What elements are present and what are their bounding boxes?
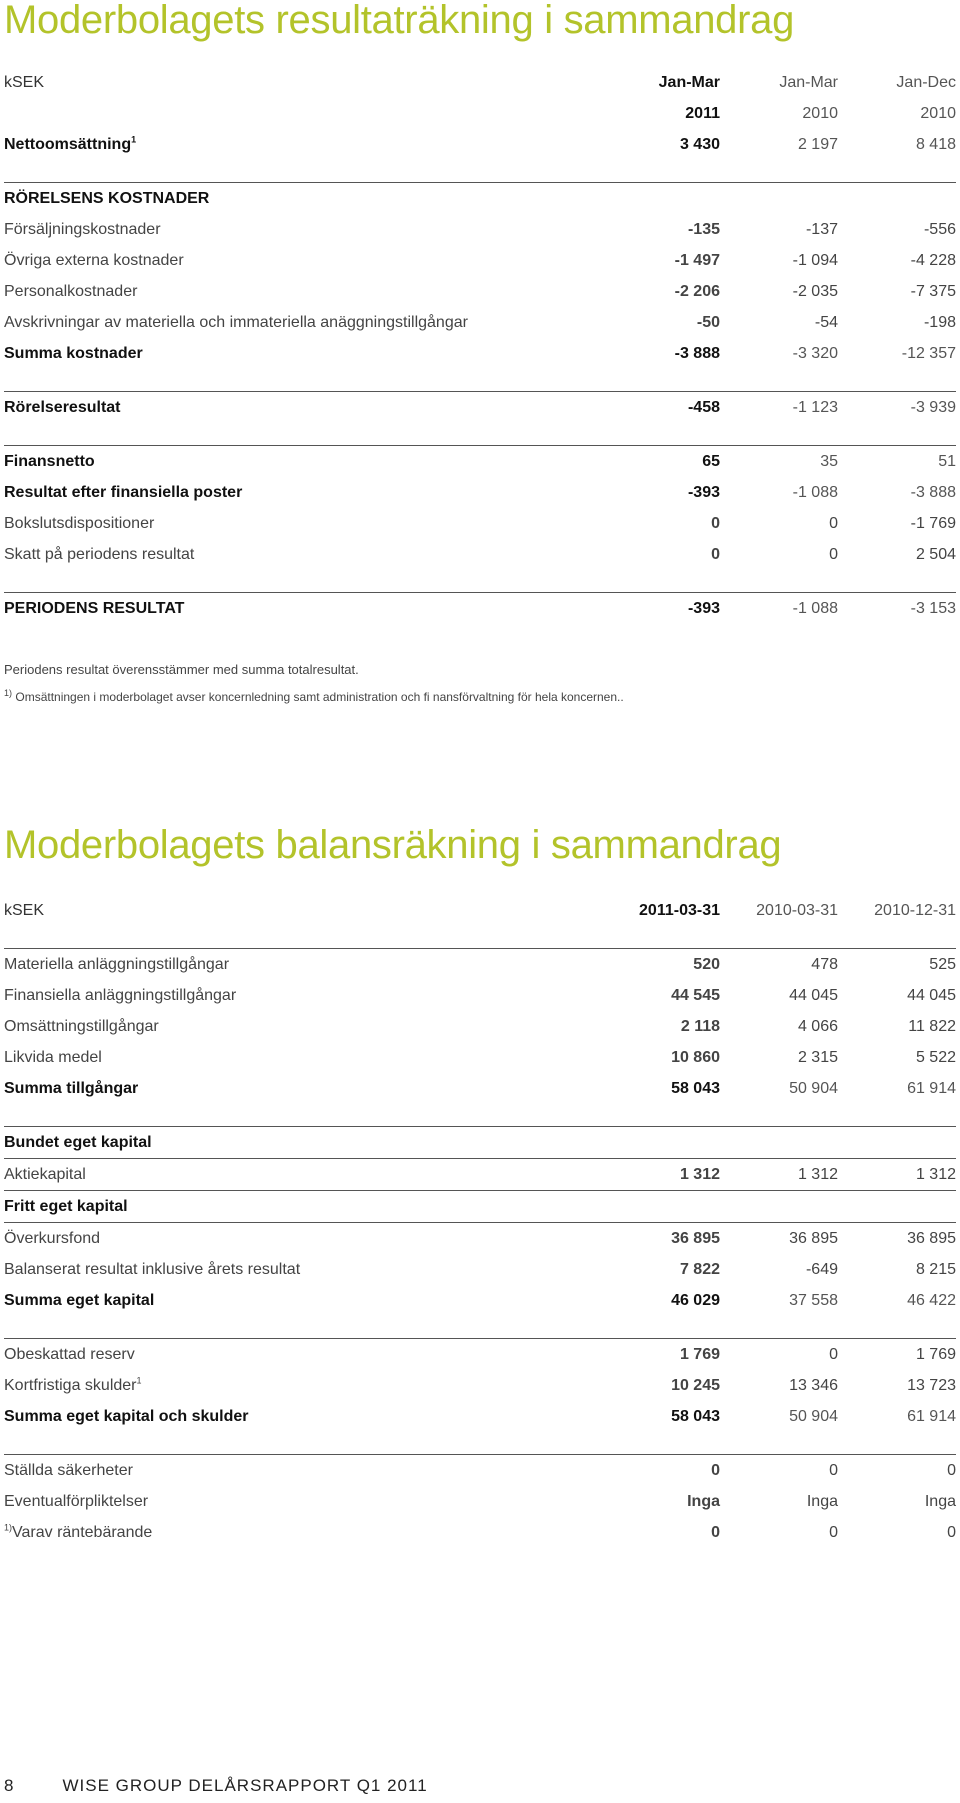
table-row — [4, 276, 956, 307]
row-value: 5 522 — [915, 1048, 956, 1066]
row-label: Summa eget kapital — [4, 1291, 155, 1309]
spacer — [4, 1104, 956, 1127]
table-row — [4, 539, 956, 570]
row-label: Övriga externa kostnader — [4, 251, 184, 269]
unit-label: kSEK — [4, 73, 45, 91]
row-value: 44 045 — [907, 986, 956, 1004]
row-label: Ställda säkerheter — [4, 1455, 590, 1487]
row-label: Summa kostnader — [4, 344, 143, 362]
row-value: 61 914 — [907, 1407, 956, 1425]
row-value: -3 320 — [792, 344, 838, 362]
row-label: Aktiekapital — [4, 1159, 590, 1191]
row-value: 478 — [720, 949, 838, 981]
row-label: Obeskattad reserv — [4, 1339, 590, 1371]
row-value: -1 094 — [792, 251, 838, 269]
table-row — [4, 1517, 956, 1548]
row-value: 0 — [711, 545, 720, 563]
row-value: 61 914 — [907, 1079, 956, 1097]
row-value: -135 — [687, 220, 720, 238]
page-footer — [4, 1776, 428, 1796]
row-label: Eventualförpliktelser — [4, 1492, 149, 1510]
row-value: 58 043 — [671, 1079, 720, 1097]
table-row — [4, 1159, 956, 1191]
total-row — [4, 1401, 956, 1432]
balance-sheet-title: Moderbolagets balansräkning i sammandrag — [4, 823, 782, 867]
row-value: -1 123 — [720, 392, 838, 424]
row-value: 44 045 — [789, 986, 838, 1004]
table-row — [4, 1486, 956, 1517]
page-number: 8 — [4, 1776, 15, 1795]
row-value: Inga — [806, 1492, 838, 1510]
row-label: Summa eget kapital och skulder — [4, 1407, 249, 1425]
header-row — [4, 895, 956, 926]
table-row — [4, 980, 956, 1011]
spacer — [4, 160, 956, 183]
col3-date: 2010-12-31 — [874, 901, 956, 919]
section-heading-row — [4, 1127, 956, 1159]
row-value: 8 215 — [915, 1260, 956, 1278]
row-value: -393 — [590, 593, 720, 625]
table-row — [4, 307, 956, 338]
total-row — [4, 1285, 956, 1316]
row-value: -12 357 — [901, 344, 956, 362]
row-label: Rörelseresultat — [4, 392, 590, 424]
row-value: 0 — [829, 1523, 838, 1541]
row-label: Försäljningskostnader — [4, 220, 161, 238]
row-label: Finansnetto — [4, 446, 590, 478]
row-value: -3 939 — [838, 392, 956, 424]
row-value: -4 228 — [910, 251, 956, 269]
row-value: 0 — [590, 1455, 720, 1487]
total-row — [4, 1073, 956, 1104]
table-row — [4, 508, 956, 539]
spacer — [4, 369, 956, 392]
row-label: Omsättningstillgångar — [4, 1017, 159, 1035]
row-value: 36 895 — [838, 1223, 956, 1255]
row-value: 0 — [829, 545, 838, 563]
row-label: Resultat efter finansiella poster — [4, 483, 243, 501]
row-value: 0 — [711, 514, 720, 532]
row-label: Personalkostnader — [4, 282, 138, 300]
row-value: 13 723 — [907, 1376, 956, 1394]
row-value: -3 153 — [838, 593, 956, 625]
row-value: 13 346 — [789, 1376, 838, 1394]
row-value: 51 — [838, 446, 956, 478]
row-value: 4 066 — [797, 1017, 838, 1035]
row-label: Likvida medel — [4, 1048, 102, 1066]
col1-period: Jan-Mar — [658, 73, 720, 91]
row-value: 2 197 — [797, 135, 838, 153]
row-value: 2 118 — [680, 1017, 720, 1035]
table-row — [4, 129, 956, 160]
section-heading-row — [4, 183, 956, 215]
col2-year: 2010 — [802, 104, 838, 122]
row-value: -198 — [923, 313, 956, 331]
row-value: -556 — [923, 220, 956, 238]
row-value: 58 043 — [671, 1407, 720, 1425]
income-note: Periodens resultat överensstämmer med summa totalresultat. — [4, 662, 359, 677]
row-value: -458 — [590, 392, 720, 424]
spacer — [4, 1316, 956, 1339]
row-value: -2 206 — [674, 282, 720, 300]
row-value: 50 904 — [789, 1079, 838, 1097]
row-value: 35 — [720, 446, 838, 478]
row-label: $^{1)}$Varav räntebärande — [4, 1522, 153, 1541]
row-value: 46 029 — [671, 1291, 720, 1309]
spacer — [4, 570, 956, 593]
row-value: 1 769 — [590, 1339, 720, 1371]
row-value: 7 822 — [679, 1260, 720, 1278]
balance-sheet-table — [4, 895, 956, 1548]
header-year-row — [4, 98, 956, 129]
row-value: 10 245 — [671, 1376, 720, 1394]
row-label: Materiella anläggningstillgångar — [4, 949, 590, 981]
footnote-marker: 1 — [136, 1375, 142, 1386]
row-value: 520 — [590, 949, 720, 981]
table-row — [4, 1254, 956, 1285]
table-row — [4, 949, 956, 981]
row-value: 3 430 — [679, 135, 720, 153]
row-value: -137 — [805, 220, 838, 238]
table-row — [4, 245, 956, 276]
row-label: Nettoomsättning$^1$ — [4, 134, 137, 153]
col3-period: Jan-Dec — [896, 73, 956, 91]
row-value: 50 904 — [789, 1407, 838, 1425]
row-value: -1 769 — [910, 514, 956, 532]
header-row — [4, 67, 956, 98]
row-label: Kortfristiga skulder$^1$ — [4, 1375, 142, 1394]
row-label: PERIODENS RESULTAT — [4, 593, 590, 625]
row-value: 44 545 — [671, 986, 720, 1004]
row-value: -3 888 — [674, 344, 720, 362]
footnote-marker: 1 — [131, 134, 137, 145]
row-value: 37 558 — [789, 1291, 838, 1309]
section-heading-row — [4, 1191, 956, 1223]
col1-year: 2011 — [685, 104, 720, 122]
row-value: 65 — [590, 446, 720, 478]
table-row — [4, 1370, 956, 1401]
table-row — [4, 214, 956, 245]
col2-date: 2010-03-31 — [756, 901, 838, 919]
spacer — [4, 423, 956, 446]
row-value: 36 895 — [590, 1223, 720, 1255]
row-value: -54 — [814, 313, 838, 331]
row-value: 2 315 — [797, 1048, 838, 1066]
row-value: -7 375 — [910, 282, 956, 300]
row-value: -649 — [805, 1260, 838, 1278]
free-equity-heading: Fritt eget kapital — [4, 1191, 956, 1223]
table-row — [4, 1223, 956, 1255]
footnote-marker: 1) — [4, 688, 13, 698]
row-value: 1 312 — [838, 1159, 956, 1191]
restricted-equity-heading: Bundet eget kapital — [4, 1127, 956, 1159]
col1-date: 2011-03-31 — [639, 901, 720, 919]
income-footnote: $^{1)}$ Omsättningen i moderbolaget avser koncernledning samt administration och fi nansförvaltning för hela koncernen.. — [4, 688, 624, 704]
row-value: 525 — [838, 949, 956, 981]
total-row — [4, 338, 956, 369]
row-label: Avskrivningar av materiella och immateriella anäggningstillgångar — [4, 313, 468, 331]
row-value: 0 — [838, 1455, 956, 1487]
table-row — [4, 1455, 956, 1487]
row-value: -50 — [696, 313, 720, 331]
table-row — [4, 477, 956, 508]
footer-title: WISE GROUP DELÅRSRAPPORT Q1 2011 — [62, 1776, 428, 1795]
table-row — [4, 1011, 956, 1042]
period-result-row — [4, 593, 956, 625]
row-value: 0 — [711, 1523, 720, 1541]
row-label: Skatt på periodens resultat — [4, 545, 195, 563]
row-label: Överkursfond — [4, 1223, 590, 1255]
row-value: -1 088 — [720, 593, 838, 625]
row-value: 8 418 — [915, 135, 956, 153]
income-statement-title: Moderbolagets resultaträkning i sammandrag — [4, 0, 795, 42]
table-row — [4, 1339, 956, 1371]
row-value: 1 769 — [838, 1339, 956, 1371]
row-value: -393 — [687, 483, 720, 501]
footnote-marker: 1) — [4, 1522, 13, 1533]
row-value: -1 088 — [792, 483, 838, 501]
row-value: -1 497 — [674, 251, 720, 269]
col3-year: 2010 — [920, 104, 956, 122]
operating-result-row — [4, 392, 956, 424]
row-value: -2 035 — [792, 282, 838, 300]
spacer — [4, 1432, 956, 1455]
table-row — [4, 1042, 956, 1073]
row-value: 0 — [947, 1523, 956, 1541]
row-value: 0 — [720, 1339, 838, 1371]
row-value: 2 504 — [915, 545, 956, 563]
row-label: Finansiella anläggningstillgångar — [4, 986, 237, 1004]
row-value: 0 — [829, 514, 838, 532]
row-value: 11 822 — [908, 1017, 956, 1035]
row-label: Balanserat resultat inklusive årets resultat — [4, 1260, 301, 1278]
row-value: 46 422 — [907, 1291, 956, 1309]
row-value: 0 — [720, 1455, 838, 1487]
row-label: Bokslutsdispositioner — [4, 514, 155, 532]
spacer — [4, 926, 956, 949]
income-statement-table — [4, 67, 956, 624]
table-row — [4, 446, 956, 478]
row-value: -3 888 — [910, 483, 956, 501]
row-value: Inga — [687, 1492, 720, 1510]
row-label: Summa tillgångar — [4, 1079, 139, 1097]
row-value: 1 312 — [590, 1159, 720, 1191]
row-value: 1 312 — [720, 1159, 838, 1191]
row-value: 36 895 — [720, 1223, 838, 1255]
row-value: Inga — [924, 1492, 956, 1510]
costs-heading: RÖRELSENS KOSTNADER — [4, 183, 956, 215]
row-value: 10 860 — [671, 1048, 720, 1066]
col2-period: Jan-Mar — [779, 73, 838, 91]
unit-label: kSEK — [4, 901, 45, 919]
